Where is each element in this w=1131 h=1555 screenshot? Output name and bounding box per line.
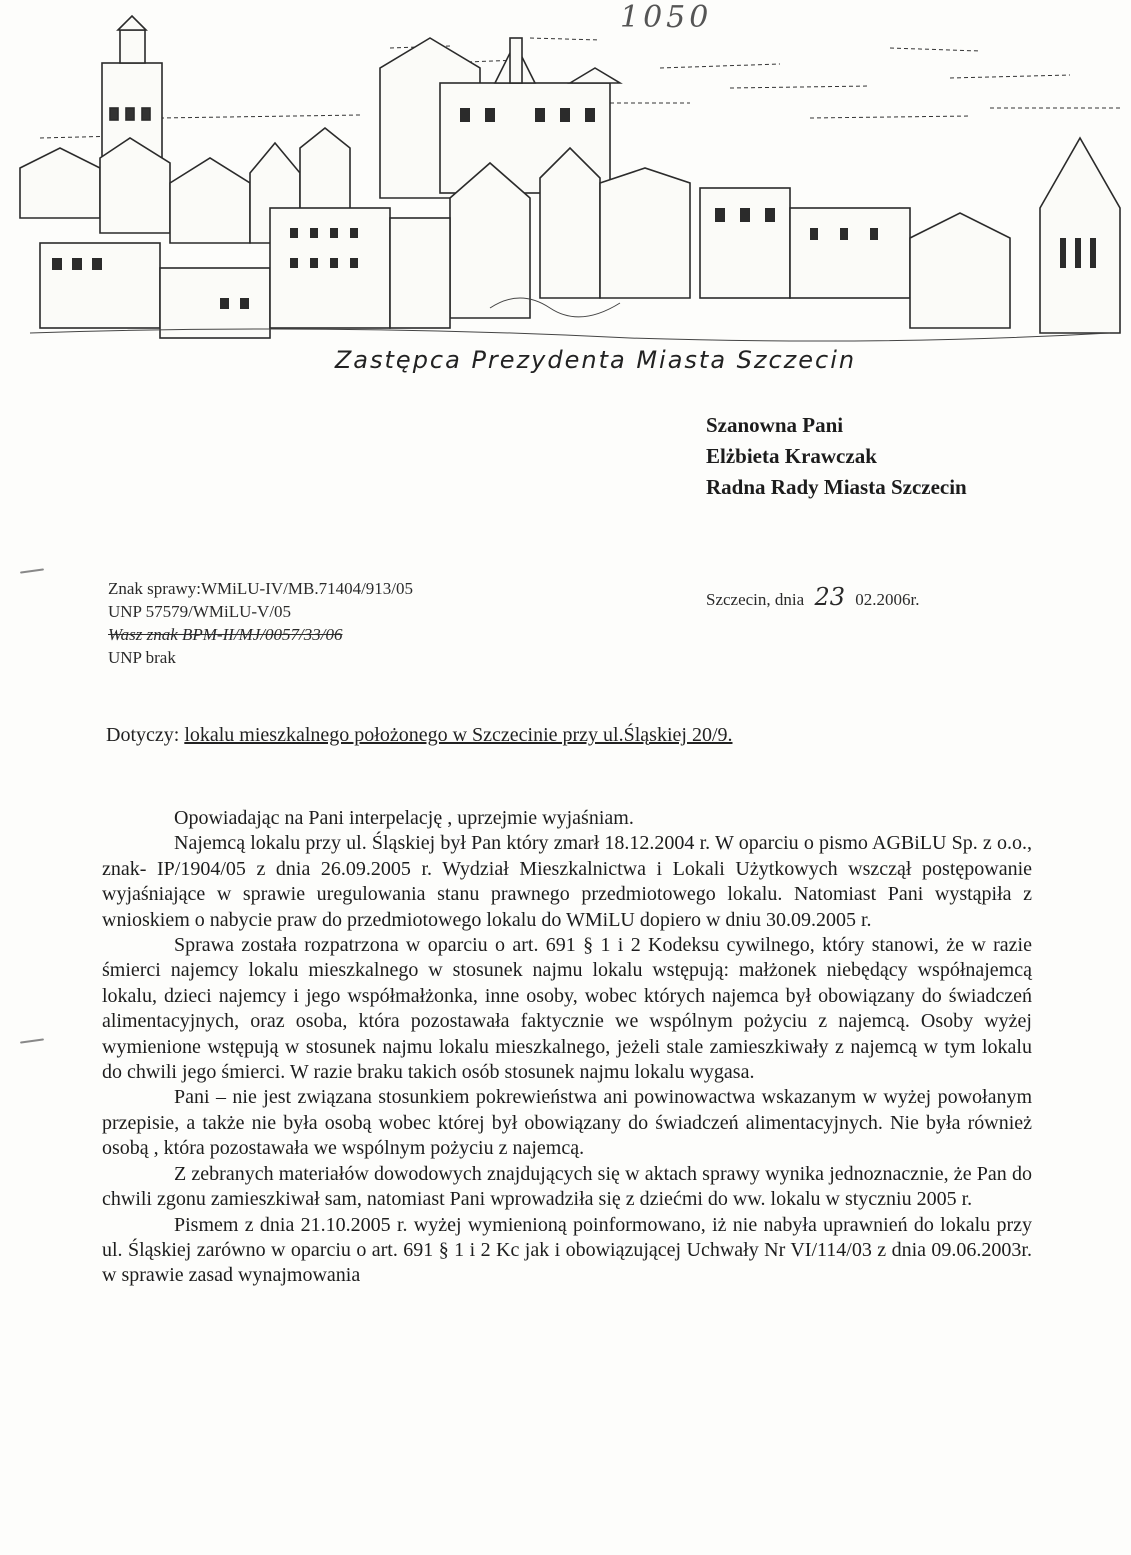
scan-artifact-mark — [20, 568, 44, 573]
letter-body — [102, 806, 1032, 1289]
unp-none: UNP brak — [108, 648, 176, 667]
your-reference: Wasz znak BPM-II/MJ/0057/33/06 — [108, 625, 343, 644]
reference-block — [108, 577, 413, 669]
date-prefix: Szczecin, dnia — [706, 590, 805, 609]
letter-date — [706, 583, 919, 611]
subject-text: lokalu mieszkalnego położonego w Szczecinie przy ul.Śląskiej 20/9. — [184, 724, 733, 746]
letterhead-title: Zastępca Prezydenta Miasta Szczecin — [334, 346, 857, 374]
date-day-handwritten: 23 — [814, 583, 845, 611]
addressee-name: Elżbieta Krawczak — [706, 444, 877, 468]
subject-label: Dotyczy: — [106, 724, 180, 746]
addressee-salutation: Szanowna Pani — [706, 413, 844, 437]
case-reference: Znak sprawy:WMiLU-IV/MB.71404/913/05 — [108, 579, 414, 598]
date-rest: 02.2006r. — [855, 590, 920, 609]
handwritten-mark: 1050 — [620, 0, 713, 35]
body-paragraph-1: Opowiadając na Pani interpelację , uprzejmie wyjaśniam. — [174, 807, 634, 829]
subject-line — [106, 724, 733, 747]
unp-reference: UNP 57579/WMiLU-V/05 — [108, 602, 292, 621]
body-paragraph-3: Sprawa została rozpatrzona w oparciu o art. 691 § 1 i 2 Kodeksu cywilnego, który stanowi, że w razie śmierci najemcy lokalu mieszkalnego w stosunek najmu lokalu wstępują: małżonek niebędący współnajemcą lokalu, dzieci najemcy i jego współmałżonka, inne osoby, wobec których najemca był obowiązany do świadczeń alimentacyjnych, oraz osoba, która pozostawała faktycznie we wspólnym pożyciu z najemcą. Osoby wyżej wymienione wstępują w stosunek najmu lokalu mieszkalnego, jeżeli stale zamieszkiwały z najemcą w tym lokalu do chwili jego śmierci. W razie braku takich osób stosunek najmu lokalu wygasa. — [102, 934, 1032, 1084]
body-paragraph-2: Najemcą lokalu przy ul. Śląskiej był Pan który zmarł 18.12.2004 r. W oparciu o pismo AGBiLU Sp. z o.o., znak- IP/1904/05 z dnia 26.09.2005 r. Wydział Mieszkalnictwa i Lokali Użytkowych wszczął postępowanie wyjaśniające w sprawie uregulowania stanu prawnego przedmiotowego lokalu. Natomiast Pani wystąpiła z wnioskiem o nabycie praw do przedmiotowego lokalu do WMiLU dopiero w dniu 30.09.2005 r. — [102, 832, 1032, 931]
body-paragraph-6: Pismem z dnia 21.10.2005 r. wyżej wymienioną poinformowano, iż nie nabyła uprawnień do lokalu przy ul. Śląskiej zarówno w oparciu o art. 691 § 1 i 2 Kc jak i obowiązującej Uchwały Nr VI/114/03 z dnia 09.06.2003r. w sprawie zasad wynajmowania — [102, 1213, 1032, 1287]
szczecin-skyline-illustration-icon — [10, 8, 1131, 346]
scan-artifact-mark — [20, 1038, 44, 1043]
body-paragraph-5: Z zebranych materiałów dowodowych znajdujących się w aktach sprawy wynika jednoznacznie, że Pan do chwili zgonu zamieszkiwał sam, natomiast Pani wprowadziła się z dziećmi do ww. lokalu w styczniu 2005 r. — [102, 1162, 1032, 1211]
addressee-title: Radna Rady Miasta Szczecin — [706, 475, 967, 499]
body-paragraph-4: Pani – nie jest związana stosunkiem pokrewieństwa ani powinowactwa wskazanym w wyżej powołanym przepisie, a także nie była osobą wobec której był obowiązany do świadczeń alimentacyjnych. Nie była również osobą , która pozostawała we wspólnym pożyciu z najemcą. — [102, 1086, 1032, 1160]
addressee-block — [706, 410, 967, 503]
